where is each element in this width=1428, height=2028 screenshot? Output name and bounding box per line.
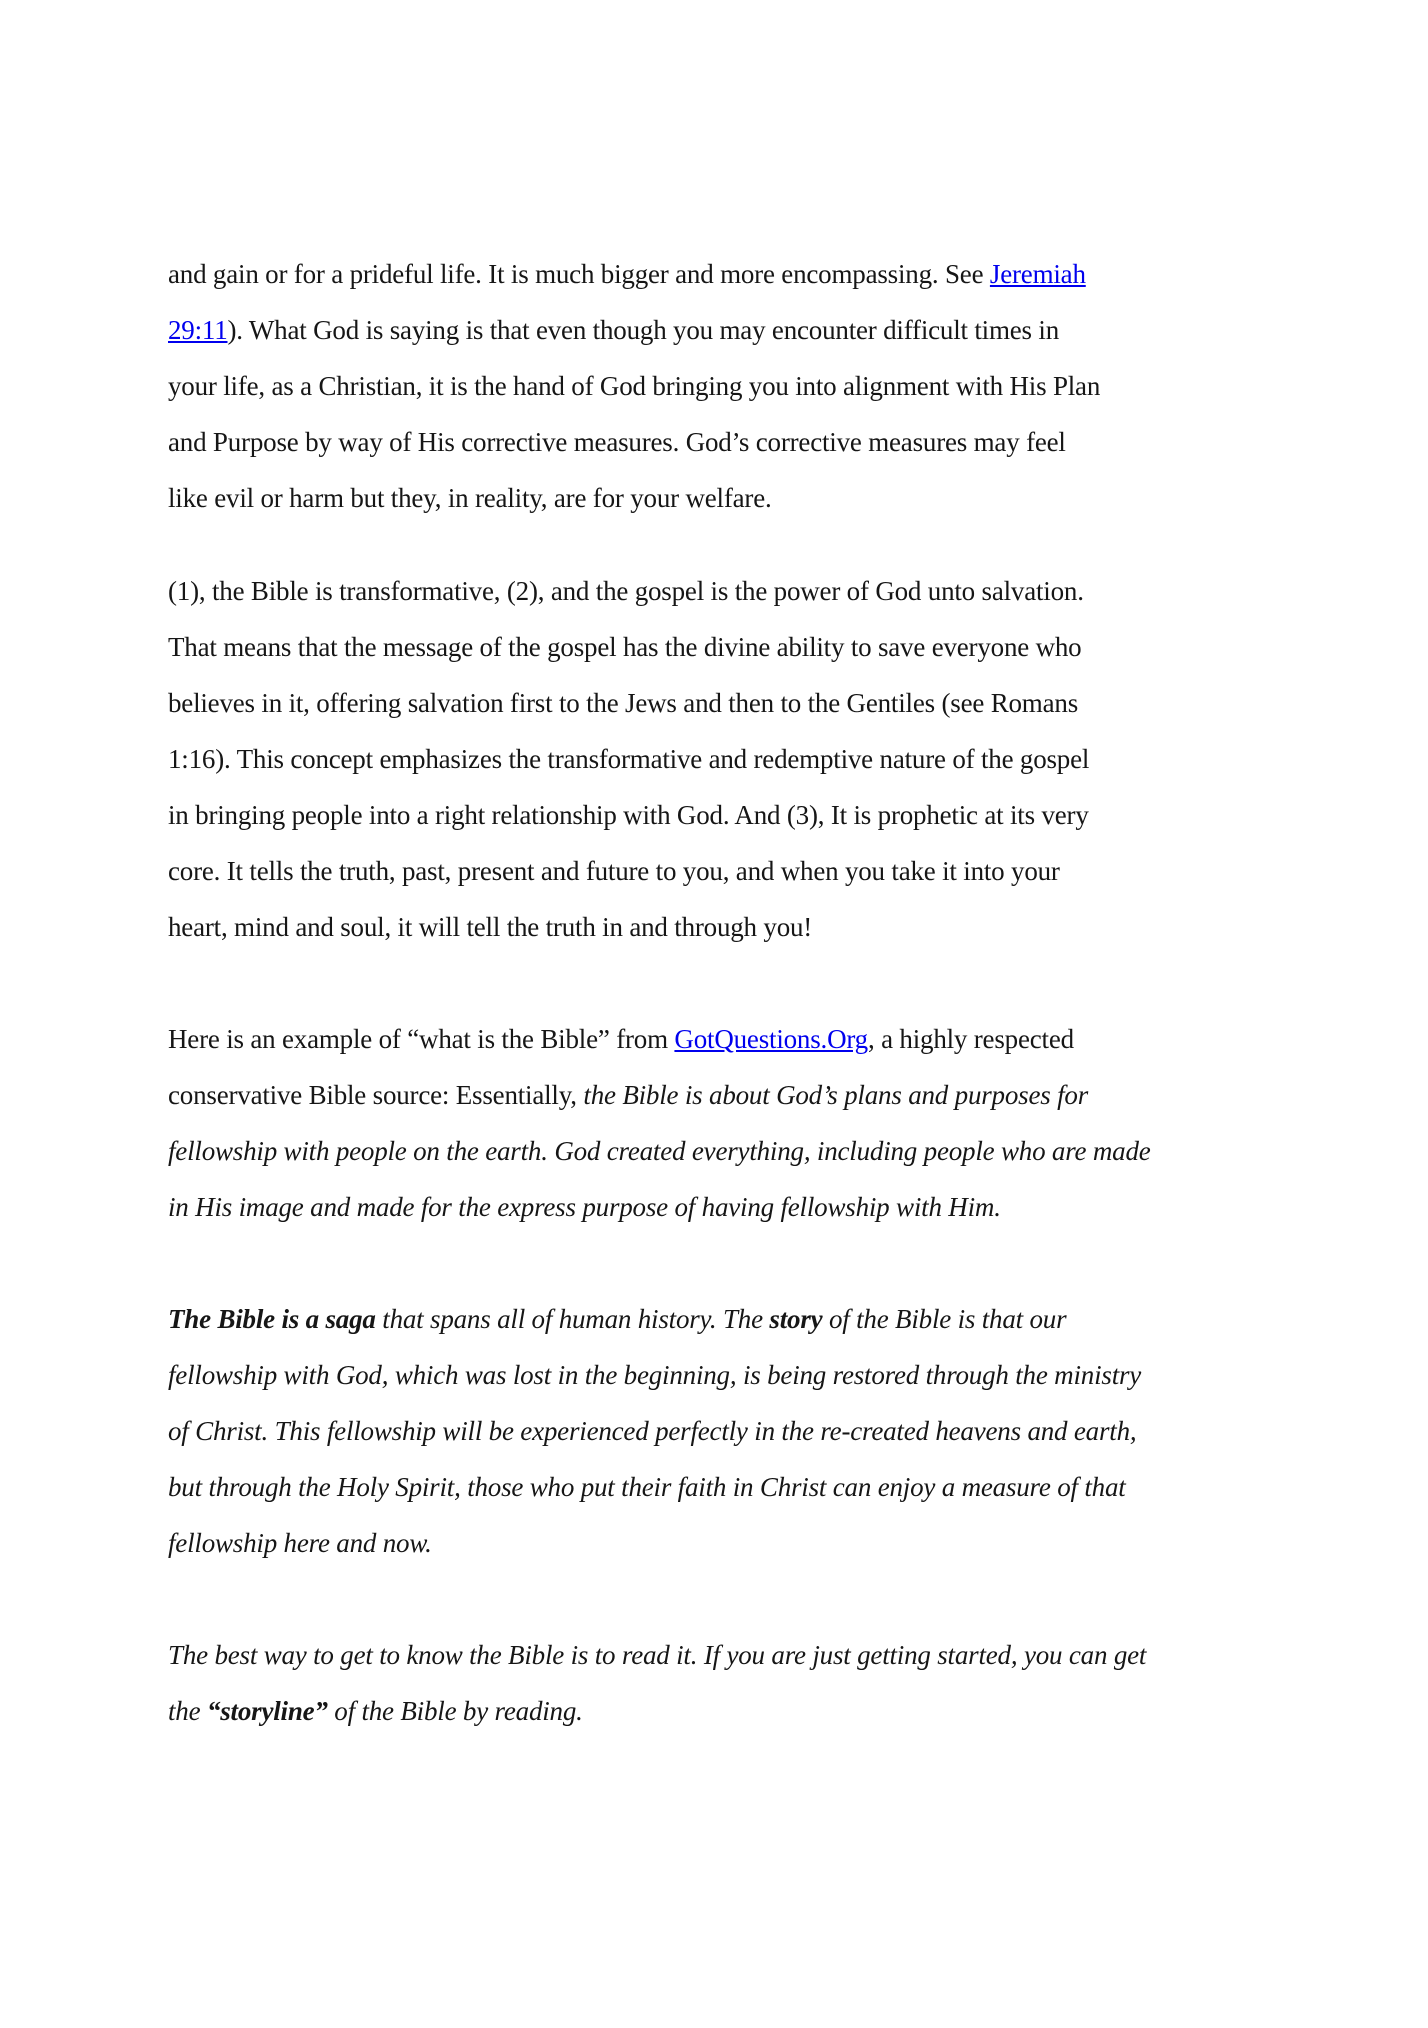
paragraph-gotquestions-example [168,1011,1398,1235]
body-text: Here is an example of “what is the Bible” from [168,1024,675,1054]
paragraph-corrective-measures [168,246,1398,526]
body-text: 1:16). This concept emphasizes the transformative and redemptive nature of the gospel [168,744,1090,774]
paragraph-bible-transformative [168,563,1398,955]
italic-text: of the Bible by reading. [327,1696,583,1726]
body-text: and Purpose by way of His corrective measures. God’s corrective measures may feel [168,427,1066,457]
body-text: heart, mind and soul, it will tell the truth in and through you! [168,912,813,942]
italic-text: of Christ. This fellowship will be experienced perfectly in the re-created heavens and earth, [168,1416,1137,1446]
italic-text: the [168,1696,207,1726]
link-jeremiah-29-11[interactable]: 29:11 [168,315,228,345]
paragraph-best-way-to-know [168,1627,1398,1739]
body-text: That means that the message of the gospel has the divine ability to save everyone who [168,632,1082,662]
quoted-italic-text: in His image and made for the express purpose of having fellowship with Him. [168,1192,1001,1222]
body-text: your life, as a Christian, it is the hand of God bringing you into alignment with His Plan [168,371,1101,401]
body-text: and gain or for a prideful life. It is much bigger and more encompassing. See [168,259,990,289]
italic-text: of the Bible is that our [822,1304,1067,1334]
quoted-italic-text: fellowship with people on the earth. God created everything, including people who are made [168,1136,1151,1166]
body-text: like evil or harm but they, in reality, are for your welfare. [168,483,772,513]
italic-text: The best way to get to know the Bible is to read it. If you are just getting started, you can get [168,1640,1147,1670]
body-text: believes in it, offering salvation first to the Jews and then to the Gentiles (see Romans [168,688,1078,718]
link-jeremiah[interactable]: Jeremiah [989,259,1086,289]
body-text: (1), the Bible is transformative, (2), and the gospel is the power of God unto salvation. [168,576,1084,606]
bold-italic-text: The Bible is a saga [168,1304,376,1334]
italic-text: but through the Holy Spirit, those who put their faith in Christ can enjoy a measure of that [168,1472,1126,1502]
italic-text: fellowship with God, which was lost in the beginning, is being restored through the ministry [168,1360,1142,1390]
body-text: ). What God is saying is that even though you may encounter difficult times in [227,315,1059,345]
quoted-italic-text: the Bible is about God’s plans and purposes for [583,1080,1089,1110]
link-gotquestions[interactable]: GotQuestions.Org [674,1024,868,1054]
italic-text: that spans all of human history. The [375,1304,770,1334]
paragraph-bible-saga [168,1291,1398,1571]
body-text: core. It tells the truth, past, present and future to you, and when you take it into your [168,856,1060,886]
body-text: , a highly respected [867,1024,1074,1054]
body-text: in bringing people into a right relationship with God. And (3), It is prophetic at its very [168,800,1089,830]
italic-text: fellowship here and now. [168,1528,432,1558]
bold-italic-text: story [769,1304,823,1334]
body-text: conservative Bible source: Essentially, [168,1080,584,1110]
bold-italic-text: “storyline” [206,1696,328,1726]
